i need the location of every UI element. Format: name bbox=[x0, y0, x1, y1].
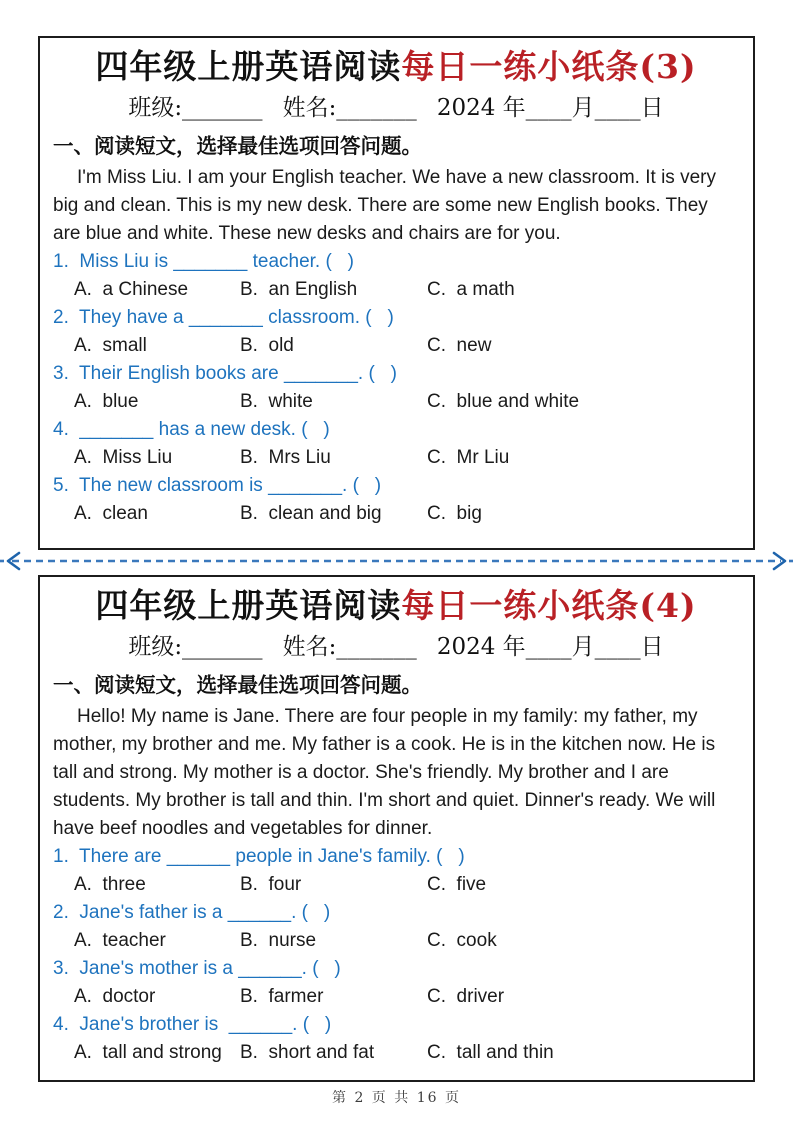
question-4 bbox=[53, 1011, 739, 1067]
question-text: 1. Miss Liu is _______ teacher. ( ) bbox=[53, 251, 354, 272]
option-b: B. white bbox=[240, 391, 313, 412]
date-blank-field: 2024 年____月____日 bbox=[436, 634, 664, 660]
title-grade-part: 四年级上册英语阅读 bbox=[95, 586, 402, 625]
question-text: 2. They have a _______ classroom. ( ) bbox=[53, 307, 394, 328]
option-a: A. clean bbox=[74, 503, 148, 524]
option-c: C. new bbox=[427, 335, 492, 356]
options-row bbox=[53, 871, 739, 899]
question-text: 1. There are ______ people in Jane's family. ( ) bbox=[53, 846, 465, 867]
option-c: C. blue and white bbox=[427, 391, 580, 412]
question-2 bbox=[53, 304, 739, 360]
question-3 bbox=[53, 360, 739, 416]
option-c: C. driver bbox=[427, 986, 505, 1007]
title-series-part: 每日一练小纸条(4) bbox=[401, 586, 697, 625]
student-info-line bbox=[53, 92, 739, 124]
question-text: 4. _______ has a new desk. ( ) bbox=[53, 419, 330, 440]
name-blank-field: 姓名:_______ bbox=[282, 95, 417, 121]
student-info-line bbox=[53, 631, 739, 663]
options-row bbox=[53, 276, 739, 304]
option-a: A. teacher bbox=[74, 930, 166, 951]
option-a: A. a Chinese bbox=[74, 279, 189, 300]
option-c: C. cook bbox=[427, 930, 497, 951]
question-1 bbox=[53, 843, 739, 899]
cut-line-arrow-icon bbox=[0, 550, 793, 572]
option-b: B. clean and big bbox=[240, 503, 382, 524]
option-b: B. nurse bbox=[240, 930, 317, 951]
question-text: 5. The new classroom is _______. ( ) bbox=[53, 475, 382, 496]
options-row bbox=[53, 388, 739, 416]
option-a: A. tall and strong bbox=[74, 1042, 222, 1063]
option-c: C. big bbox=[427, 503, 482, 524]
option-a: A. small bbox=[74, 335, 147, 356]
question-text: 2. Jane's father is a ______. ( ) bbox=[53, 902, 331, 923]
dashed-arrow-divider bbox=[0, 550, 793, 572]
option-b: B. four bbox=[240, 874, 302, 895]
question-5 bbox=[53, 472, 739, 528]
option-c: C. Mr Liu bbox=[427, 447, 510, 468]
option-b: B. old bbox=[240, 335, 294, 356]
option-a: A. doctor bbox=[74, 986, 156, 1007]
title-grade-part: 四年级上册英语阅读 bbox=[95, 47, 402, 86]
question-3 bbox=[53, 955, 739, 1011]
options-row bbox=[53, 927, 739, 955]
worksheet-title bbox=[53, 583, 739, 629]
question-text: 3. Their English books are _______. ( ) bbox=[53, 363, 397, 384]
section-instruction: 一、阅读短文，选择最佳选项回答问题。 bbox=[53, 673, 422, 697]
options-row bbox=[53, 1039, 739, 1067]
worksheet-title bbox=[53, 44, 739, 90]
question-text: 4. Jane's brother is ______. ( ) bbox=[53, 1014, 332, 1035]
question-text: 3. Jane's mother is a ______. ( ) bbox=[53, 958, 341, 979]
option-b: B. Mrs Liu bbox=[240, 447, 331, 468]
option-b: B. an English bbox=[240, 279, 358, 300]
class-blank-field: 班级:_______ bbox=[128, 95, 263, 121]
option-a: A. Miss Liu bbox=[74, 447, 173, 468]
options-row bbox=[53, 983, 739, 1011]
page-number: 第 2 页 共 16 页 bbox=[332, 1090, 461, 1106]
reading-passage: Hello! My name is Jane. There are four people in my family: my father, my mother, my brother and me. My father is a cook. He is in the kitchen now. He is tall and strong. My mother is a doctor. She's friendly. My brother and I are students. My brother is tall and thin. I'm short and quiet. Dinner's ready. We will have beef noodles and vegetables for dinner. bbox=[53, 706, 716, 839]
worksheet-slip-3 bbox=[38, 36, 755, 550]
options-row bbox=[53, 444, 739, 472]
options-row bbox=[53, 332, 739, 360]
question-4 bbox=[53, 416, 739, 472]
option-b: B. farmer bbox=[240, 986, 324, 1007]
option-c: C. a math bbox=[427, 279, 515, 300]
option-c: C. tall and thin bbox=[427, 1042, 554, 1063]
class-blank-field: 班级:_______ bbox=[128, 634, 263, 660]
options-row bbox=[53, 500, 739, 528]
date-blank-field: 2024 年____月____日 bbox=[436, 95, 664, 121]
option-c: C. five bbox=[427, 874, 487, 895]
section-instruction: 一、阅读短文，选择最佳选项回答问题。 bbox=[53, 134, 422, 158]
question-2 bbox=[53, 899, 739, 955]
question-1 bbox=[53, 248, 739, 304]
option-b: B. short and fat bbox=[240, 1042, 375, 1063]
title-series-part: 每日一练小纸条(3) bbox=[401, 47, 697, 86]
option-a: A. three bbox=[74, 874, 146, 895]
option-a: A. blue bbox=[74, 391, 139, 412]
worksheet-slip-4 bbox=[38, 575, 755, 1082]
name-blank-field: 姓名:_______ bbox=[282, 634, 417, 660]
reading-passage: I'm Miss Liu. I am your English teacher. We have a new classroom. It is very big and clean. This is my new desk. There are some new English books. They are blue and white. These new desks and chairs are for you. bbox=[53, 167, 716, 244]
